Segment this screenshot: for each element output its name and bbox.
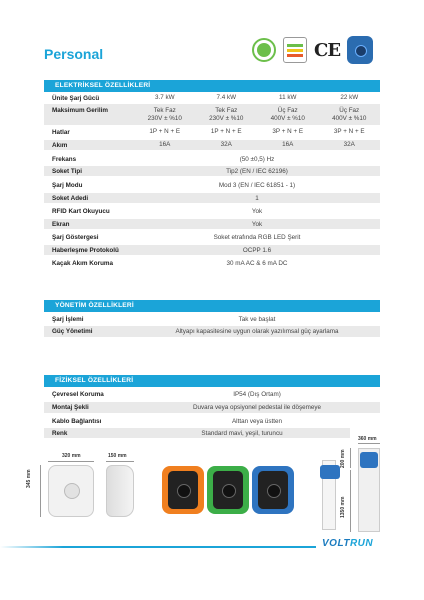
table-row: Renk Standard mavi, yeşil, turuncu <box>44 428 350 438</box>
certification-logos <box>252 36 373 64</box>
ce-mark: CE <box>314 39 341 61</box>
brand-logo: VOLTRUN <box>322 538 374 549</box>
table-row: Maksimum Gerilim Tek Faz 230V ± %10 Tek Faz 230V ± %10 Üç Faz 400V ± %10 Üç Faz 400V ± %10 <box>44 104 380 125</box>
dim-height-line <box>40 465 41 517</box>
table-row: Şarj Modu Mod 3 (EN / IEC 61851 - 1) <box>52 181 296 189</box>
table-row: Çevresel Koruma IP54 (Dış Ortam) <box>52 390 281 398</box>
dim-height: 345 mm <box>26 469 32 488</box>
table-row: Ünite Şarj Gücü 3.7 kW 7.4 kW 11 kW 22 kW <box>52 94 359 102</box>
charger-green <box>207 466 249 514</box>
dim-depth-line <box>106 461 134 462</box>
footer-divider <box>0 546 316 548</box>
recycle-icon <box>252 38 276 62</box>
dim-pedestal-width-line <box>358 443 380 444</box>
dim-depth: 150 mm <box>108 453 127 459</box>
table-row: Soket Adedi 1 <box>44 193 380 203</box>
table-row: RFID Kart Okuyucu Yok <box>52 207 263 215</box>
table-row: Kablo Bağlantısı Alttan veya üstten <box>52 417 283 425</box>
dim-pedestal-top: 200 mm <box>340 449 346 468</box>
dim-pedestal-width: 360 mm <box>358 436 377 442</box>
charger-orange <box>162 466 204 514</box>
table-row: Frekans (50 ±0,5) Hz <box>52 155 275 163</box>
table-row: Kaçak Akım Koruma 30 mA AC & 6 mA DC <box>52 259 288 267</box>
dim-pedestal-height-line <box>350 470 351 532</box>
dim-pedestal-top-line <box>350 448 351 468</box>
management-header: YÖNETİM ÖZELLİKLERİ <box>44 300 380 312</box>
charger-blue <box>252 466 294 514</box>
table-row: Şarj İşlemi Tak ve başlat <box>52 315 276 323</box>
dim-width: 320 mm <box>62 453 81 459</box>
pedestal-stand <box>358 448 380 532</box>
table-row: Ekran Yok <box>44 219 380 229</box>
energy-label-icon <box>283 37 307 63</box>
table-row: Montaj Şekli Duvara veya opsiyonel pedestal ile döşemeye <box>44 402 380 413</box>
device-side-view <box>106 465 134 517</box>
device-front-view <box>48 465 94 517</box>
dim-pedestal-height: 1350 mm <box>340 496 346 518</box>
pedestal-pole <box>322 460 336 530</box>
table-row: Şarj Göstergesi Soket etrafında RGB LED Şerit <box>52 233 301 241</box>
electrical-header: ELEKTRİKSEL ÖZELLİKLERİ <box>44 80 380 92</box>
physical-header: FİZİKSEL ÖZELLİKLERİ <box>44 375 380 387</box>
charger-thumbnail <box>347 36 373 64</box>
table-row: Haberleşme Protokolü OCPP 1.6 <box>44 245 380 255</box>
table-row: Hatlar 1P + N + E 1P + N + E 3P + N + E 3P + N + E <box>52 128 365 136</box>
dim-width-line <box>48 461 94 462</box>
table-row: Akım 16A 32A 16A 32A <box>44 140 380 150</box>
table-row: Soket Tipi Tip2 (EN / IEC 62196) <box>44 166 380 176</box>
table-row: Güç Yönetimi Altyapı kapasitesine uygun olarak yazılımsal güç ayarlama <box>44 326 380 337</box>
page-title: Personal <box>44 46 104 62</box>
